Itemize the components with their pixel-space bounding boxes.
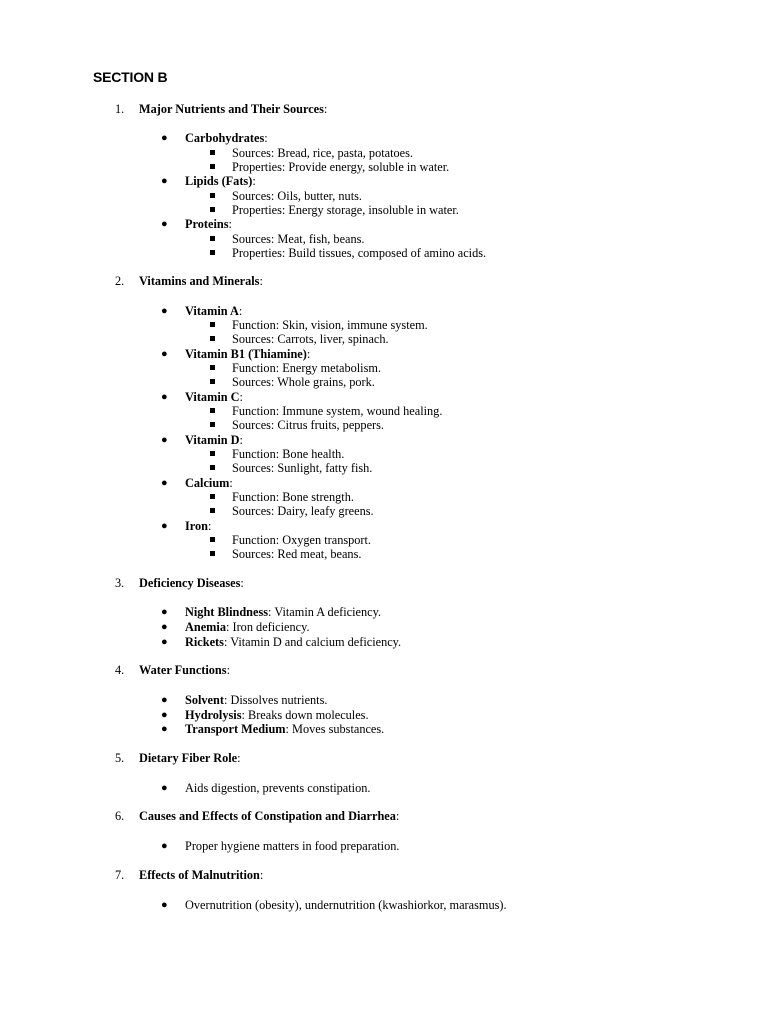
section-title: SECTION B [93, 69, 168, 85]
question-title: Major Nutrients and Their Sources: [139, 102, 328, 116]
square-bullet-icon [210, 422, 215, 427]
bullet-icon: ● [161, 709, 168, 721]
square-bullet-icon [210, 236, 215, 241]
square-bullet-icon [210, 322, 215, 327]
square-bullet-icon [210, 451, 215, 456]
question-title: Dietary Fiber Role: [139, 751, 241, 765]
square-bullet-icon [210, 207, 215, 212]
question-number: 4. [115, 663, 125, 677]
square-bullet-icon [210, 379, 215, 384]
bullet-icon: ● [161, 723, 168, 735]
question-number: 1. [115, 102, 125, 116]
question-title: Causes and Effects of Constipation and Diarrhea: [139, 809, 400, 823]
question-number: 7. [115, 868, 125, 882]
bullet-icon: ● [161, 132, 168, 144]
square-bullet-icon [210, 537, 215, 542]
question-number: 5. [115, 751, 125, 765]
question-number: 3. [115, 576, 125, 590]
square-bullet-icon [210, 551, 215, 556]
question-number: 6. [115, 809, 125, 823]
question-title: Vitamins and Minerals: [139, 274, 263, 288]
document-page: SECTION B 1. Major Nutrients and Their Sources: ● Carbohydrates: Sources: Bread, rice, pasta, potatoes. Properties: Provide energy, soluble in water. ● Lipids (Fats): Sources: Oils, butter, nuts. Properties: Energy storage, insoluble in water. ● Proteins: Sources: Meat, fish, beans. Properties: Build tissues, composed of amino acids. 2. Vitamins and Minerals: ● Vitamin A: Function: Skin, vision, immune system. Sources: Carrots, liver, spinach. ● Vitamin B1 (Thiamine): Function: Energy metabolism. Sources: Whole grains, pork. ● Vitamin C: Function: Immune system, wound healing. Sources: Citrus fruits, peppers. ● Vitamin D: Function: Bone health. Sources: Sunlight, fatty fish. ● Calcium: Function: Bone strength. Sources: Dairy, leafy greens. ● Iron: Function: Oxygen transport. Sources: Red meat, beans. 3. Deficiency Diseases: ● Night Blindness: Vitamin A deficiency. ● Anemia: Iron deficiency. ● Rickets: Vitamin D and calcium deficiency. 4. Water Functions: ● Solvent: Dissolves nutrients. ● Hydrolysis: Breaks down molecules. ● Transport Medium: Moves substances. 5. Dietary Fiber Role: ● Aids digestion, prevents constipation. 6. Causes and Effects of Constipation and Diarrhea: ● Proper hygiene matters in food preparation. 7. Effects of Malnutrition: ● Overnutrition (obesity), undernutrition (kwashiorkor, marasmus). [93, 69, 507, 912]
square-bullet-icon [210, 150, 215, 155]
bullet-icon: ● [161, 694, 168, 706]
square-bullet-icon [210, 164, 215, 169]
bullet-icon: ● [161, 218, 168, 230]
bullet-icon: ● [161, 606, 168, 618]
bullet-icon: ● [161, 621, 168, 633]
square-bullet-icon [210, 465, 215, 470]
square-bullet-icon [210, 408, 215, 413]
question-title: Effects of Malnutrition: [139, 868, 264, 882]
bullet-icon: ● [161, 348, 168, 360]
bullet-icon: ● [161, 305, 168, 317]
question-title: Deficiency Diseases: [139, 576, 244, 590]
bullet-icon: ● [161, 782, 168, 794]
bullet-icon: ● [161, 520, 168, 532]
question-title: Water Functions: [139, 663, 230, 677]
square-bullet-icon [210, 494, 215, 499]
square-bullet-icon [210, 336, 215, 341]
bullet-icon: ● [161, 636, 168, 648]
bullet-icon: ● [161, 477, 168, 489]
bullet-icon: ● [161, 175, 168, 187]
bullet-icon: ● [161, 434, 168, 446]
square-bullet-icon [210, 365, 215, 370]
bullet-icon: ● [161, 391, 168, 403]
bullet-icon: ● [161, 899, 168, 911]
question-number: 2. [115, 274, 125, 288]
square-bullet-icon [210, 508, 215, 513]
bullet-icon: ● [161, 840, 168, 852]
square-bullet-icon [210, 250, 215, 255]
square-bullet-icon [210, 193, 215, 198]
